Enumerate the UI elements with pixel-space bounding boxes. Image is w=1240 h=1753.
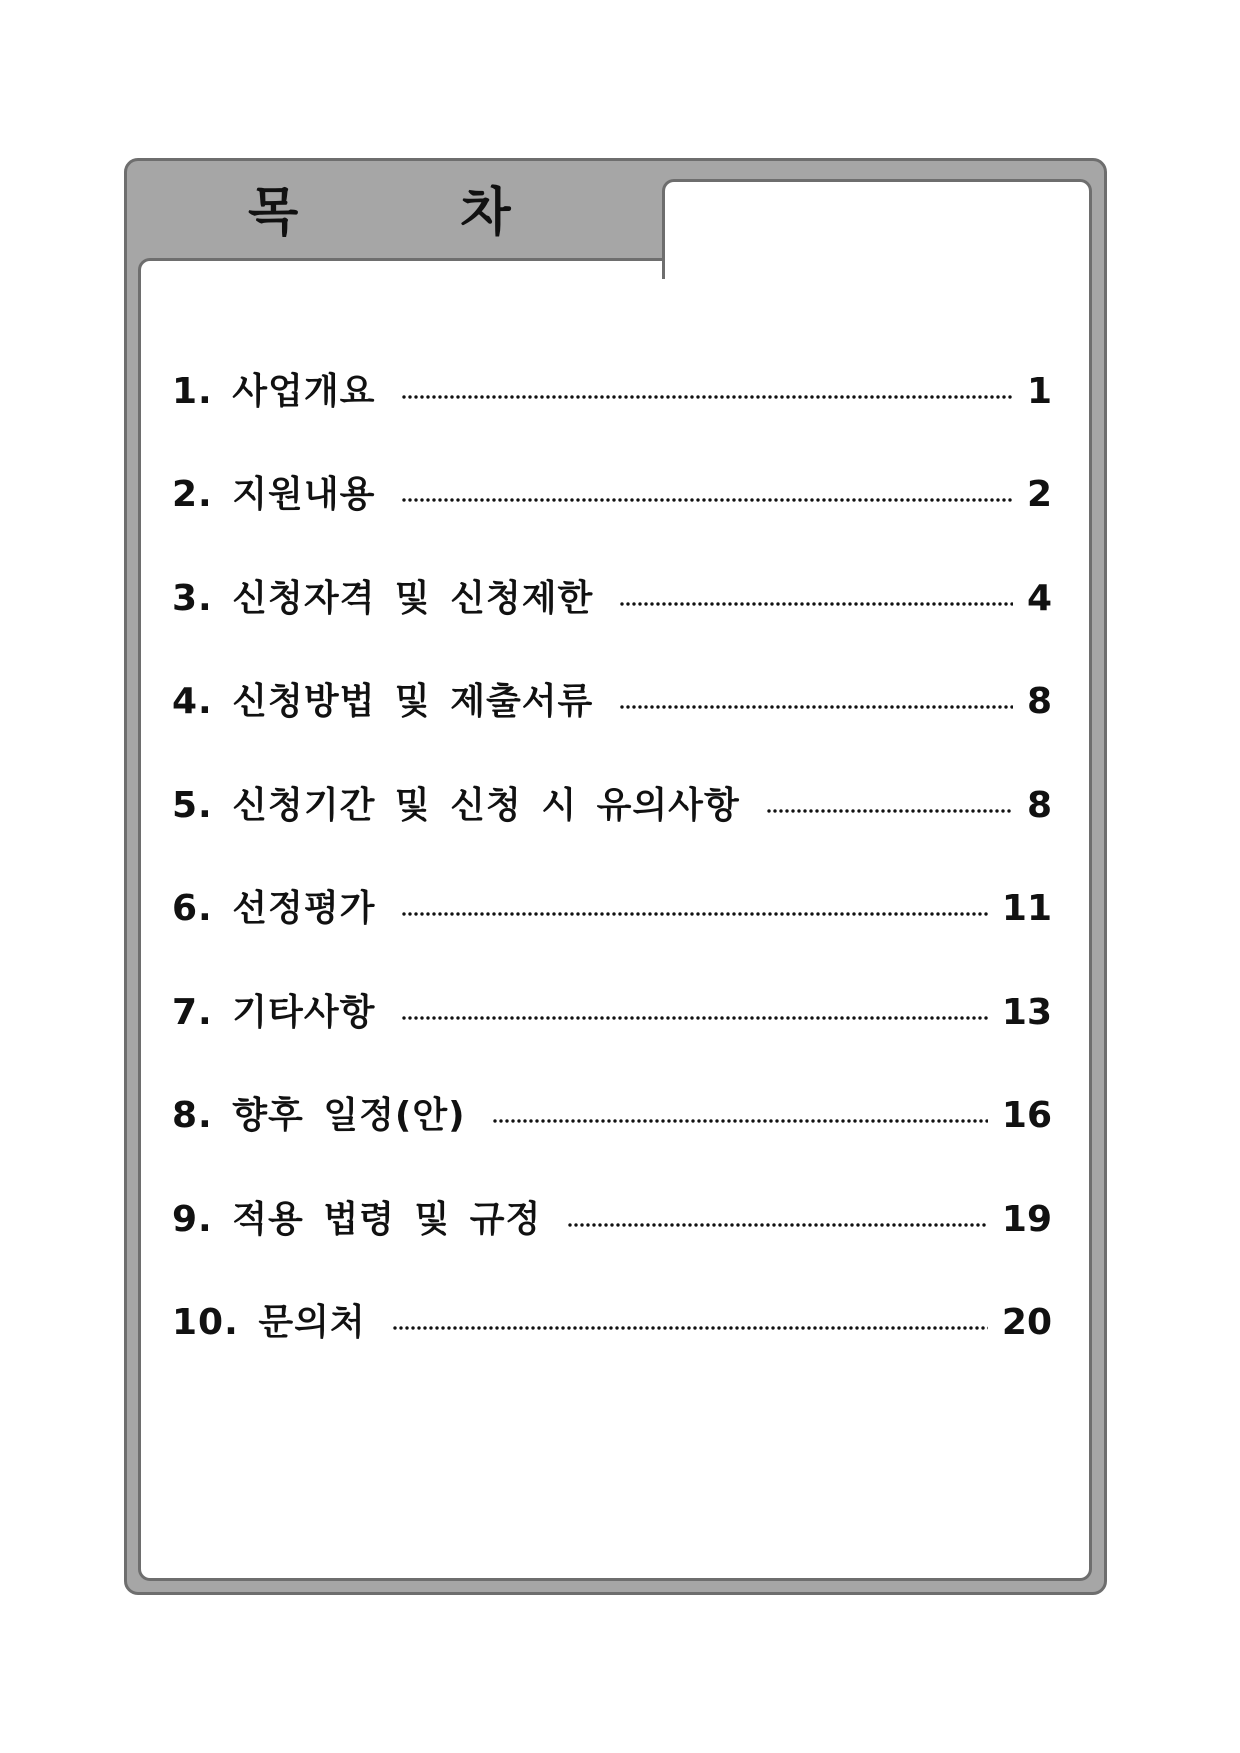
toc-entry-page: 1 [1026,370,1052,412]
dot-leader [401,498,1013,502]
toc-entry-page: 13 [1001,991,1052,1033]
toc-entry-page: 11 [1001,888,1052,930]
dot-leader [619,705,1013,709]
toc-entry-page: 4 [1026,577,1052,619]
toc-entry-page: 8 [1026,784,1052,826]
toc-entry-page: 19 [1001,1198,1052,1240]
toc-entry-page: 20 [1001,1302,1052,1344]
toc-entry[interactable] [172,858,1052,962]
toc-entry[interactable] [172,444,1052,548]
toc-entry[interactable] [172,961,1052,1065]
toc-entry[interactable] [172,1168,1052,1272]
dot-leader [401,395,1013,399]
toc-entry[interactable] [172,340,1052,444]
toc-entry[interactable] [172,1272,1052,1376]
toc-entry-label: 6. 선정평가 [172,888,376,930]
toc-entry-page: 16 [1001,1095,1052,1137]
dot-leader [619,602,1013,606]
toc-entry-label: 2. 지원내용 [172,474,376,516]
dot-leader [492,1119,988,1123]
toc-entry-label: 5. 신청기간 및 신청 시 유의사항 [172,784,740,826]
dot-leader [567,1223,988,1227]
toc-entry-label: 9. 적용 법령 및 규정 [172,1198,542,1240]
dot-leader [766,809,1013,813]
dot-leader [401,1016,988,1020]
toc-entry[interactable] [172,547,1052,651]
toc-entry[interactable] [172,651,1052,755]
toc-entry-page: 8 [1026,681,1052,723]
dot-leader [392,1326,988,1330]
toc-entry[interactable] [172,1065,1052,1169]
toc-entry[interactable] [172,754,1052,858]
toc-entry-label: 4. 신청방법 및 제출서류 [172,681,594,723]
toc-entry-label: 8. 향후 일정(안) [172,1095,466,1137]
toc-list [172,340,1052,1375]
toc-entry-label: 3. 신청자격 및 신청제한 [172,577,594,619]
toc-entry-page: 2 [1026,474,1052,516]
toc-entry-label: 10. 문의처 [172,1302,366,1344]
page-title: 목 차 [248,183,583,243]
dot-leader [401,912,988,916]
toc-entry-label: 1. 사업개요 [172,370,376,412]
toc-entry-label: 7. 기타사항 [172,991,376,1033]
